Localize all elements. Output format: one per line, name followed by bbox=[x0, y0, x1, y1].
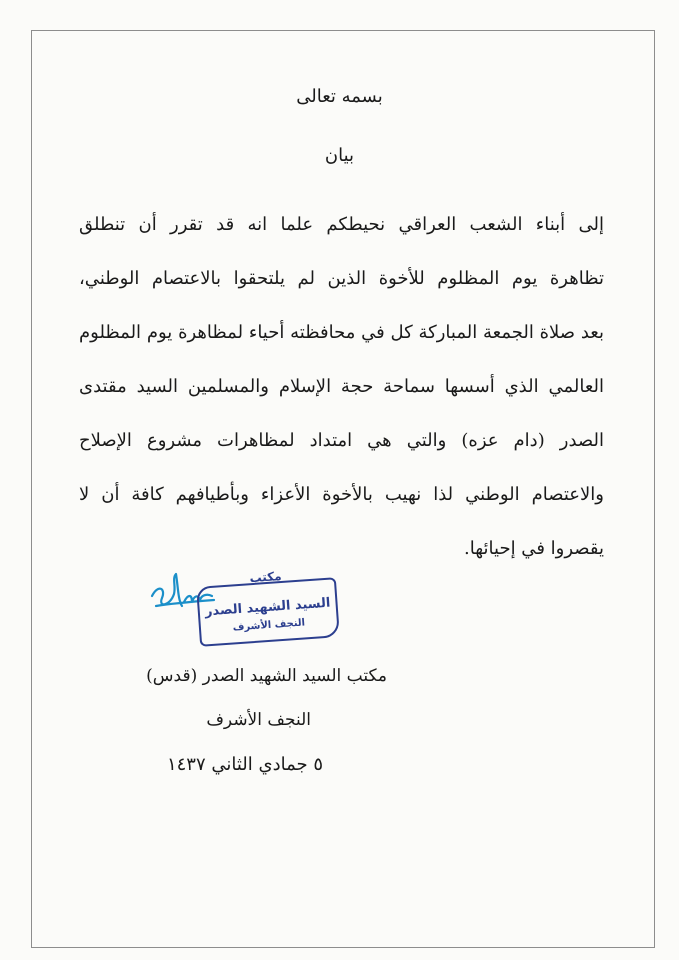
closing-city: النجف الأشرف bbox=[206, 710, 311, 730]
basmala-heading: بسمه تعالى bbox=[296, 86, 383, 107]
stamp-line-2: السيد الشهيد الصدر bbox=[204, 595, 331, 620]
body-line-1: إلى أبناء الشعب العراقي نحيطكم علما انه قد تقرر أن تنطلق bbox=[79, 214, 604, 235]
closing-date: ٥ جمادي الثاني ١٤٣٧ bbox=[166, 754, 323, 775]
body-line-4: العالمي الذي أسسها سماحة حجة الإسلام والمسلمين السيد مقتدى bbox=[79, 376, 604, 397]
document-title: بيان bbox=[324, 145, 355, 166]
office-stamp bbox=[196, 568, 340, 647]
body-line-6: والاعتصام الوطني لذا نهيب بالأخوة الأعزاء وبأطيافهم كافة أن لا bbox=[79, 484, 604, 505]
body-line-3: بعد صلاة الجمعة المباركة كل في محافظته أحياء لمظاهرة يوم المظلوم bbox=[79, 322, 604, 343]
closing-office: مكتب السيد الشهيد الصدر (قدس) bbox=[146, 666, 387, 686]
stamp-line-3: النجف الأشرف bbox=[232, 617, 306, 634]
body-line-7: يقصروا في إحيائها. bbox=[464, 538, 604, 559]
stamp-line-1: مكتب bbox=[249, 568, 283, 586]
body-line-2: تظاهرة يوم المظلوم للأخوة الذين لم يلتحقوا بالاعتصام الوطني، bbox=[79, 268, 604, 289]
body-line-5: الصدر (دام عزه) والتي هي امتداد لمظاهرات مشروع الإصلاح bbox=[79, 430, 604, 451]
